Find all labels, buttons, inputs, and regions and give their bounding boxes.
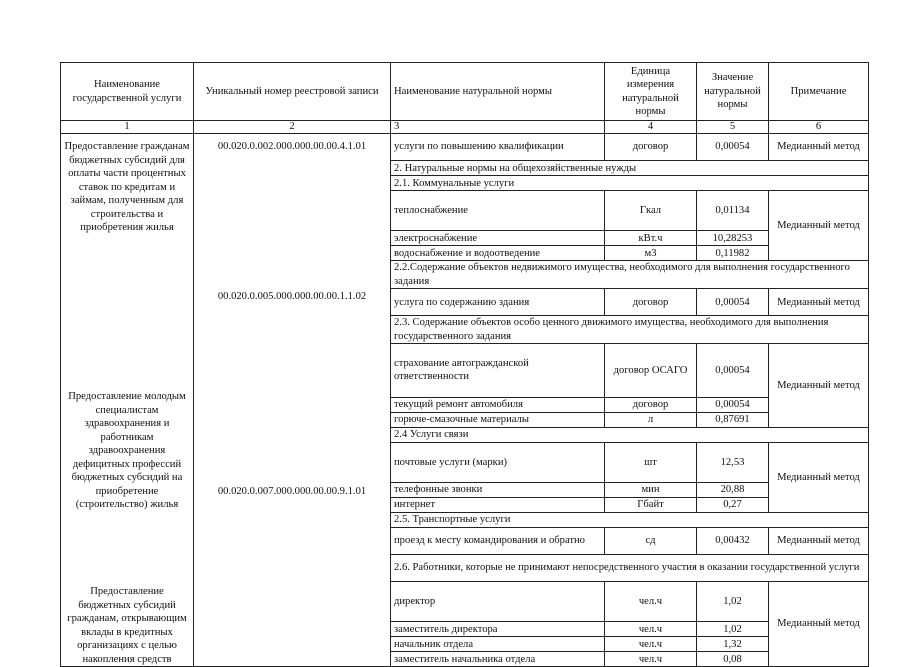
- norm-name: директор: [391, 581, 605, 621]
- norm-name: водоснабжение и водоотведение: [391, 246, 605, 261]
- norm-value: 0,00054: [697, 397, 769, 412]
- norm-value: 0,27: [697, 497, 769, 512]
- norm-value: 1,02: [697, 581, 769, 621]
- norm-name: услуги по повышению квалификации: [391, 134, 605, 161]
- norm-unit: Гкал: [605, 191, 697, 231]
- norm-note: Медианный метод: [769, 344, 869, 427]
- header-norm-name: Наименование натуральной нормы: [391, 63, 605, 121]
- norm-unit: шт: [605, 442, 697, 482]
- norm-unit: мин: [605, 482, 697, 497]
- service-name: Предоставление гражданам бюджетных субсидий для оплаты части процентных ставок по кредитам и займам, полученным для строительства и приобретения жилья: [64, 141, 190, 233]
- norm-value: 0,87691: [697, 412, 769, 427]
- norm-unit: л: [605, 412, 697, 427]
- norm-unit: договор: [605, 134, 697, 161]
- registry-numbers-cell: [194, 134, 391, 667]
- service-names-cell: [61, 134, 194, 667]
- norm-value: 10,28253: [697, 231, 769, 246]
- header-registry-number: Уникальный номер реестровой записи: [194, 63, 391, 121]
- norm-value: 1,02: [697, 622, 769, 637]
- norm-name: теплоснабжение: [391, 191, 605, 231]
- section-title: 2.2.Содержание объектов недвижимого имущества, необходимого для выполнения государственного задания: [391, 261, 869, 289]
- registry-number: 00.020.0.005.000.000.00.00.1.1.02: [217, 291, 367, 302]
- column-number: 2: [194, 121, 391, 134]
- norm-value: 0,01134: [697, 191, 769, 231]
- column-number: 5: [697, 121, 769, 134]
- norm-name: проезд к месту командирования и обратно: [391, 527, 605, 554]
- norm-note: Медианный метод: [769, 442, 869, 512]
- norm-value: 0,00054: [697, 134, 769, 161]
- norm-value: 20,88: [697, 482, 769, 497]
- norm-unit: м3: [605, 246, 697, 261]
- norm-value: 0,00054: [697, 289, 769, 316]
- header-note: Примечание: [769, 63, 869, 121]
- norm-name: почтовые услуги (марки): [391, 442, 605, 482]
- column-number: 6: [769, 121, 869, 134]
- norm-note: Медианный метод: [769, 581, 869, 666]
- norm-note: Медианный метод: [769, 527, 869, 554]
- natural-norms-table: [60, 62, 869, 667]
- column-number: 3: [391, 121, 605, 134]
- norm-note: Медианный метод: [769, 134, 869, 161]
- section-title: 2.3. Содержание объектов особо ценного движимого имущества, необходимого для выполнения государственного задания: [391, 316, 869, 344]
- norm-unit: чел.ч: [605, 637, 697, 652]
- norm-unit: договор ОСАГО: [605, 344, 697, 397]
- header-row: [61, 63, 869, 121]
- norm-value: 12,53: [697, 442, 769, 482]
- norm-value: 0,00054: [697, 344, 769, 397]
- norm-unit: договор: [605, 289, 697, 316]
- norm-note: Медианный метод: [769, 289, 869, 316]
- norm-name: электроснабжение: [391, 231, 605, 246]
- column-number-row: [61, 121, 869, 134]
- norm-unit: договор: [605, 397, 697, 412]
- norm-name: заместитель директора: [391, 622, 605, 637]
- norm-value: 0,00432: [697, 527, 769, 554]
- norm-name: телефонные звонки: [391, 482, 605, 497]
- norm-value: 0,11982: [697, 246, 769, 261]
- norm-unit: чел.ч: [605, 622, 697, 637]
- header-service-name: Наименование государственной услуги: [61, 63, 194, 121]
- norm-note: Медианный метод: [769, 191, 869, 261]
- column-number: 1: [61, 121, 194, 134]
- norm-name: текущий ремонт автомобиля: [391, 397, 605, 412]
- service-name: Предоставление молодым специалистам здравоохранения и работникам здравоохранения дефицитных профессий бюджетных субсидий на приобретение (строительство) жилья: [68, 391, 186, 510]
- norm-value: 0,08: [697, 652, 769, 667]
- section-title: 2.5. Транспортные услуги: [391, 512, 869, 527]
- norm-unit: Гбайт: [605, 497, 697, 512]
- table-row: [61, 134, 869, 161]
- norm-unit: кВт.ч: [605, 231, 697, 246]
- norm-name: заместитель начальника отдела: [391, 652, 605, 667]
- section-title: 2.6. Работники, которые не принимают непосредственного участия в оказании государственной услуги: [391, 554, 869, 581]
- norm-name: услуга по содержанию здания: [391, 289, 605, 316]
- norm-unit: сд: [605, 527, 697, 554]
- norm-name: страхование автогражданской ответственности: [391, 344, 605, 397]
- norm-value: 1,32: [697, 637, 769, 652]
- header-value: Значение натуральной нормы: [697, 63, 769, 121]
- header-unit: Единица измерения натуральной нормы: [605, 63, 697, 121]
- registry-number: 00.020.0.007.000.000.00.00.9.1.01: [217, 486, 367, 497]
- section-title: 2. Натуральные нормы на общехозяйственные нужды: [391, 161, 869, 176]
- norm-unit: чел.ч: [605, 652, 697, 667]
- section-title: 2.4 Услуги связи: [391, 427, 869, 442]
- norm-name: интернет: [391, 497, 605, 512]
- norm-name: начальник отдела: [391, 637, 605, 652]
- registry-number: 00.020.0.002.000.000.00.00.4.1.01: [217, 141, 367, 152]
- norm-unit: чел.ч: [605, 581, 697, 621]
- column-number: 4: [605, 121, 697, 134]
- service-name: Предоставление бюджетных субсидий гражданам, открывающим вклады в кредитных организациях с целью накопления средств: [67, 586, 187, 665]
- norm-name: горюче-смазочные материалы: [391, 412, 605, 427]
- section-title: 2.1. Коммунальные услуги: [391, 176, 869, 191]
